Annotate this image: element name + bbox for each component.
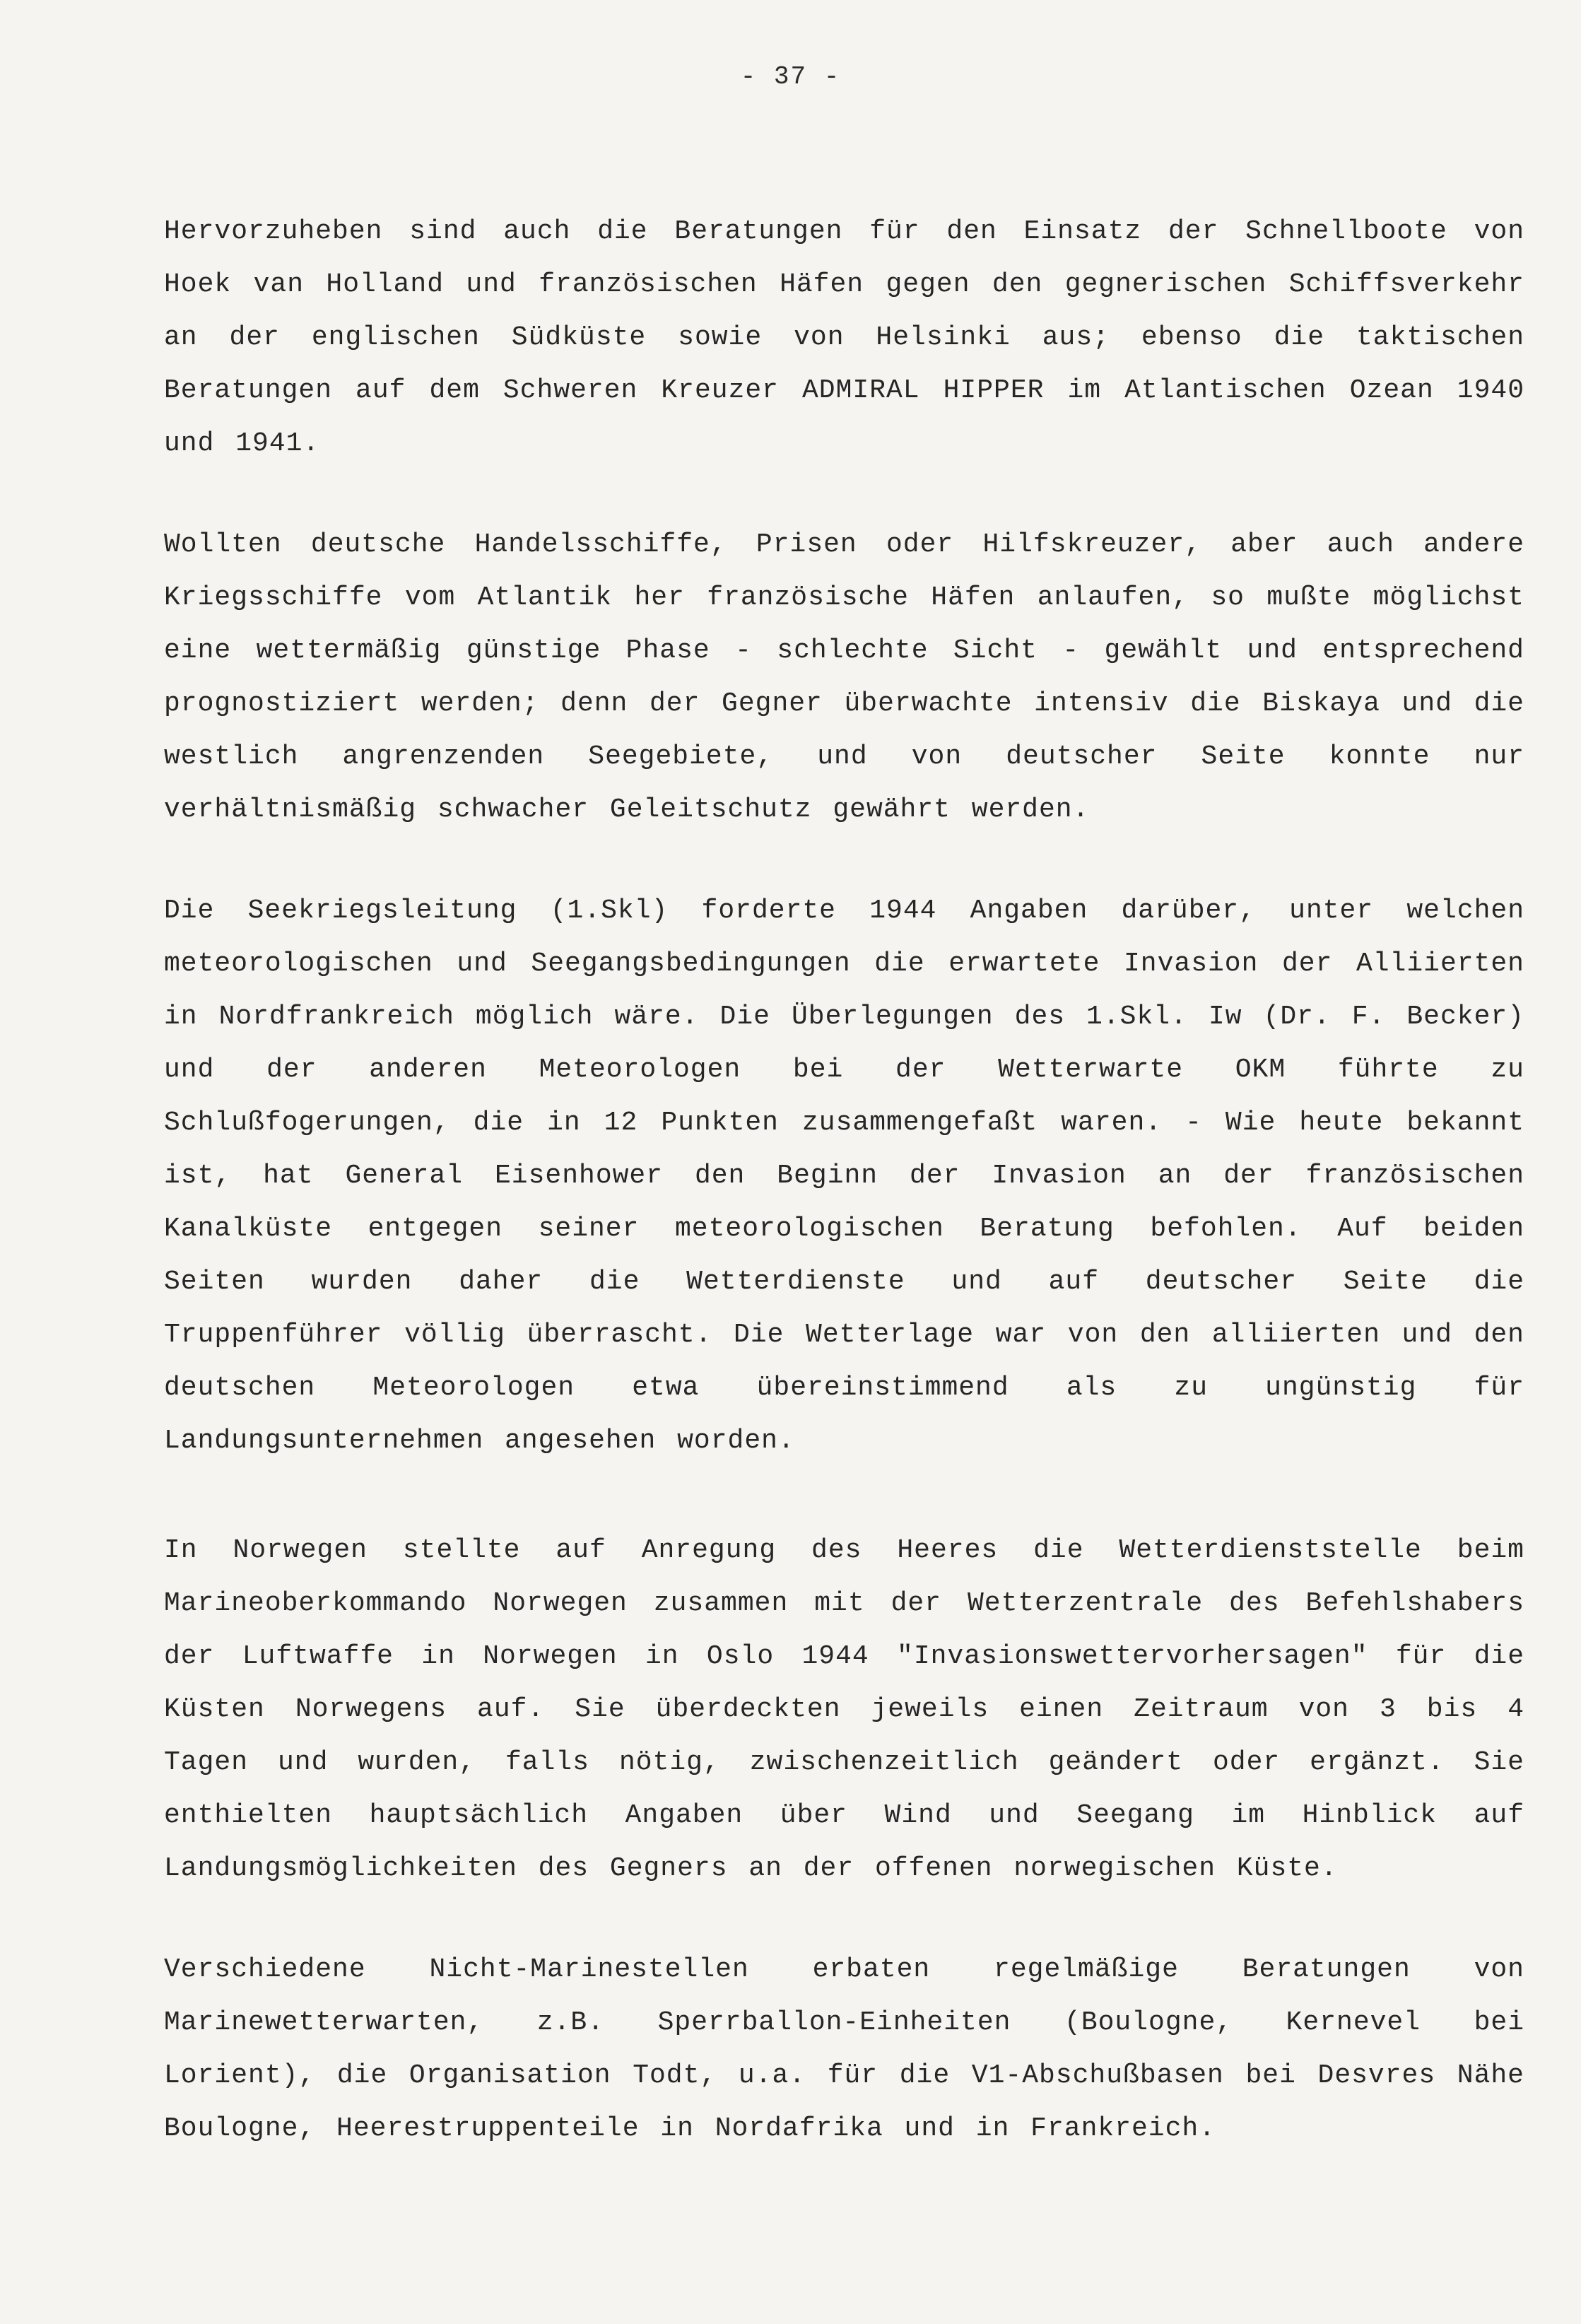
paragraph-nicht-marinestellen: Verschiedene Nicht-Marinestellen erbaten regelmäßige Beratungen von Marinewetterwarten, z.B. Sperrballon-Einheiten (Boulogne, Kernevel bei Lorient), die Organisation Todt, u.a. für die V1-Abschußbasen bei Desvres Nähe Boulogne, Heerestruppenteile in Nordafrika und in Frankreich. (164, 1954, 1524, 2144)
paragraph-schnellboote: Hervorzuheben sind auch die Beratungen für den Einsatz der Schnellboote von Hoek van Holland und französischen Häfen gegen den gegnerischen Schiffsverkehr an der englischen Südküste sowie von Helsinki aus; ebenso die taktischen Beratungen auf dem Schweren Kreuzer ADMIRAL HIPPER im Atlantischen Ozean 1940 und 1941. (164, 216, 1524, 459)
paragraph-handelsschiffe: Wollten deutsche Handelsschiffe, Prisen oder Hilfskreuzer, aber auch andere Kriegsschiffe vom Atlantik her französische Häfen anlaufen, so mußte möglichst eine wettermäßig günstige Phase - schlechte Sicht - gewählt und entsprechend prognostiziert werden; denn der Gegner überwachte intensiv die Biskaya und die westlich angrenzenden Seegebiete, und von deutscher Seite konnte nur verhältnismäßig schwacher Geleitschutz gewährt werden. (164, 529, 1524, 825)
paragraph-norwegen: In Norwegen stellte auf Anregung des Heeres die Wetterdienststelle beim Marineoberkommando Norwegen zusammen mit der Wetterzentrale des Befehlshabers der Luftwaffe in Norwegen in Oslo 1944 "Invasionswettervorhersagen" für die Küsten Norwegens auf. Sie überdeckten jeweils einen Zeitraum von 3 bis 4 Tagen und wurden, falls nötig, zwischenzeitlich geändert oder ergänzt. Sie enthielten hauptsächlich Angaben über Wind und Seegang im Hinblick auf Landungsmöglichkeiten des Gegners an der offenen norwegischen Küste. (164, 1535, 1524, 1884)
page-number: - 37 - (740, 62, 841, 91)
paragraph-invasion: Die Seekriegsleitung (1.Skl) forderte 1944 Angaben darüber, unter welchen meteorologischen und Seegangsbedingungen die erwartete Invasion der Alliierten in Nordfrankreich möglich wäre. Die Überlegungen des 1.Skl. Iw (Dr. F. Becker) und der anderen Meteorologen bei der Wetterwarte OKM führte zu Schlußfogerungen, die in 12 Punkten zusammengefaßt waren. - Wie heute bekannt ist, hat General Eisenhower den Beginn der Invasion an der französischen Kanalküste entgegen seiner meteorologischen Beratung befohlen. Auf beiden Seiten wurden daher die Wetterdienste und auf deutscher Seite die Truppenführer völlig überrascht. Die Wetterlage war von den alliierten und den deutschen Meteorologen etwa übereinstimmend als zu ungünstig für Landungsunternehmen angesehen worden. (164, 896, 1524, 1456)
document-body (164, 205, 1524, 2203)
